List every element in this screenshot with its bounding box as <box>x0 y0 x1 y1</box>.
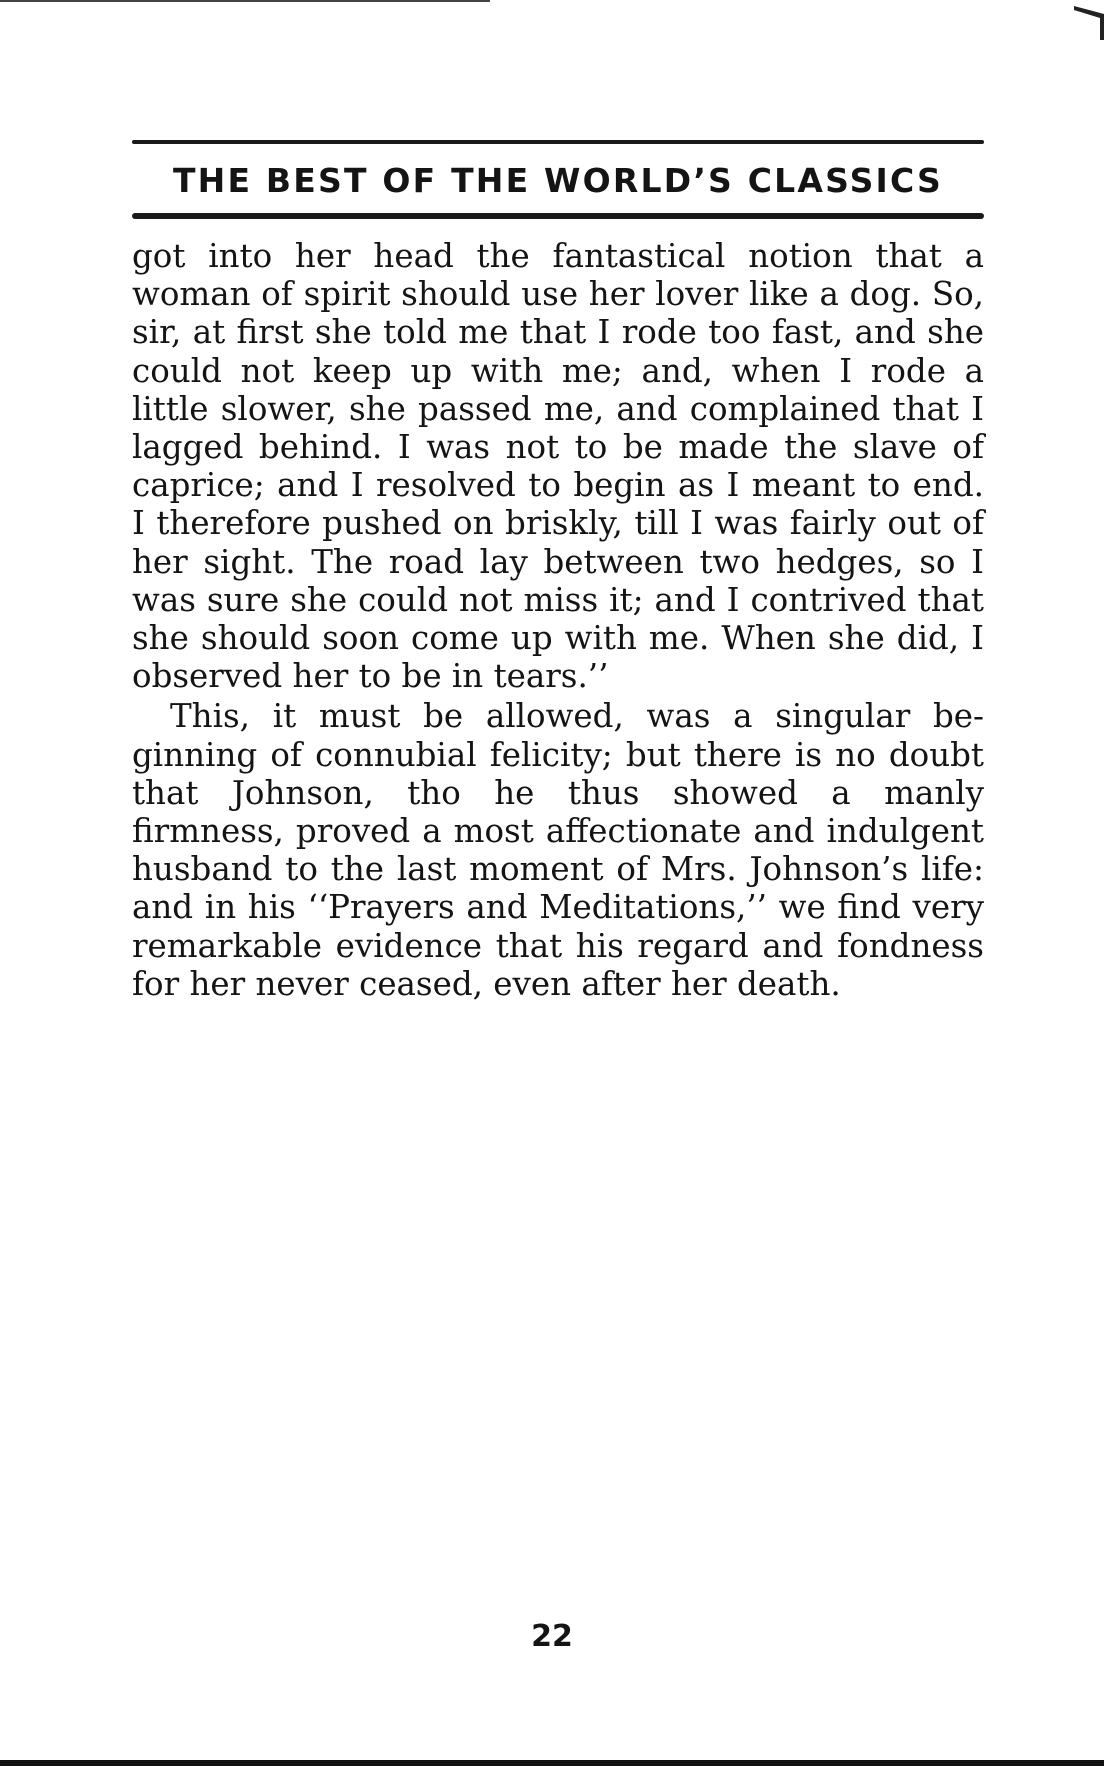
page-corner-mark <box>1074 0 1104 40</box>
book-page <box>132 140 984 1003</box>
scan-bottom-edge-rule <box>0 1760 1104 1766</box>
paragraph-2: This, it must be allowed, was a singular beginning of connubial felicity; but there is no doubt that Johnson, tho he thus showed a manly firmness, proved a most affectionate and indulgent husband to the last moment of Mrs. Johnson’s life: and in his ‘‘Prayers and Meditations,’’ we find very remarkable evidence that his regard and fondness for her never ceased, even after her death. <box>132 697 984 1003</box>
header-rule-top <box>132 140 984 144</box>
scan-top-edge-line <box>0 0 490 2</box>
header-rule-bottom <box>132 213 984 219</box>
body-text <box>132 237 984 1003</box>
paragraph-1: got into her head the fantastical notion that a woman of spirit should use her lover like a dog. So, sir, at first she told me that I rode too fast, and she could not keep up with me; and, when I rode a little slower, she passed me, and complained that I lagged behind. I was not to be made the slave of caprice; and I resolved to begin as I meant to end. I therefore pushed on briskly, till I was fairly out of her sight. The road lay between two hedges, so I was sure she could not miss it; and I contrived that she should soon come up with me. When she did, I observed her to be in tears.’’ <box>132 237 984 696</box>
running-head: THE BEST OF THE WORLD’S CLASSICS <box>172 161 944 200</box>
page-number: 22 <box>531 1619 573 1654</box>
